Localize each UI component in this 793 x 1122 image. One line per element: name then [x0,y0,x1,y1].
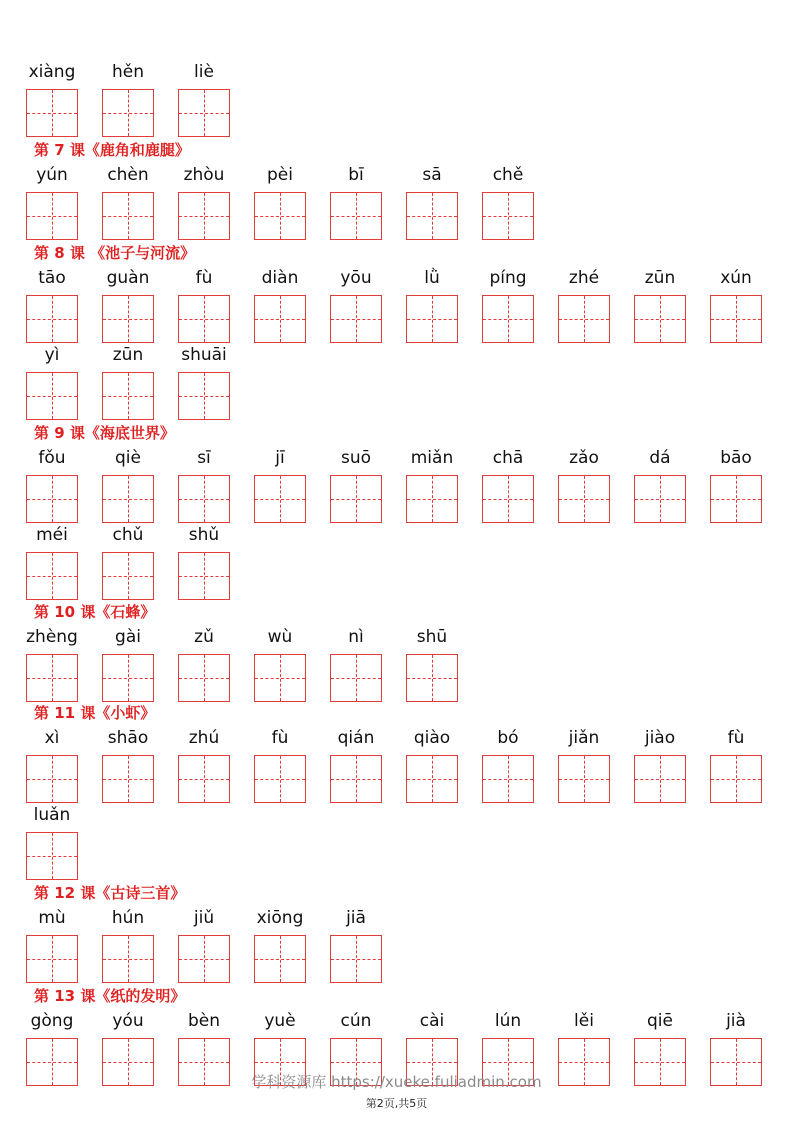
char-cell [102,448,154,524]
writing-grid-box[interactable] [254,935,306,983]
char-cell [330,448,382,524]
char-cell [178,908,230,984]
pinyin-label: qián [337,728,375,748]
char-cell [102,62,154,138]
writing-grid-box[interactable] [26,832,78,880]
pinyin-label: tāo [38,268,66,288]
pinyin-label: sī [197,448,211,468]
pinyin-row [0,448,793,524]
writing-grid-box[interactable] [254,295,306,343]
writing-grid-box[interactable] [102,755,154,803]
writing-grid-box[interactable] [26,475,78,523]
pinyin-label: bó [497,728,519,748]
pinyin-label: luǎn [33,805,71,825]
writing-grid-box[interactable] [406,475,458,523]
char-cell [558,268,610,344]
writing-grid-box[interactable] [178,372,230,420]
char-cell [254,627,306,703]
char-cell [178,627,230,703]
pinyin-label: xiōng [256,908,304,928]
pinyin-label: miǎn [410,448,454,468]
pinyin-label: xún [720,268,752,288]
pinyin-label: diàn [261,268,299,288]
char-cell [330,908,382,984]
char-cell [178,268,230,344]
char-cell [26,908,78,984]
char-cell [254,728,306,804]
pinyin-label: cún [340,1011,372,1031]
writing-grid-box[interactable] [330,654,382,702]
char-cell [710,268,762,344]
writing-grid-box[interactable] [634,475,686,523]
writing-grid-box[interactable] [26,372,78,420]
page-number: 第2页,共5页 [365,1097,428,1110]
pinyin-label: zhòu [183,165,225,185]
pinyin-label: zǎo [569,448,599,468]
pinyin-label: yì [44,345,60,365]
writing-grid-box[interactable] [254,192,306,240]
char-cell [102,728,154,804]
writing-grid-box[interactable] [102,295,154,343]
char-cell [26,525,78,601]
char-cell [558,448,610,524]
pinyin-label: shuāi [181,345,227,365]
pinyin-label: xì [44,728,60,748]
writing-grid-box[interactable] [26,295,78,343]
pinyin-label: dá [649,448,671,468]
writing-grid-box[interactable] [26,755,78,803]
writing-grid-box[interactable] [26,89,78,137]
char-cell [634,268,686,344]
pinyin-label: chǔ [112,525,144,545]
writing-grid-box[interactable] [26,935,78,983]
pinyin-label: jī [275,448,285,468]
pinyin-label: zūn [644,268,676,288]
writing-grid-box[interactable] [634,755,686,803]
char-cell [330,165,382,241]
pinyin-label: lěi [574,1011,594,1031]
writing-grid-box[interactable] [482,755,534,803]
writing-grid-box[interactable] [330,295,382,343]
pinyin-label: bāo [720,448,752,468]
pinyin-label: shāo [107,728,149,748]
pinyin-label: jiǎn [568,728,600,748]
writing-grid-box[interactable] [26,552,78,600]
writing-grid-box[interactable] [406,192,458,240]
writing-grid-box[interactable] [26,654,78,702]
lesson-title: 第 10 课《石蜂》 [34,603,156,621]
writing-grid-box[interactable] [710,475,762,523]
pinyin-label: shū [416,627,448,647]
char-cell [102,165,154,241]
pinyin-label: liè [194,62,214,82]
pinyin-label: gòng [30,1011,74,1031]
writing-grid-box[interactable] [178,552,230,600]
pinyin-label: zǔ [194,627,214,647]
writing-grid-box[interactable] [102,372,154,420]
pinyin-label: yóu [112,1011,144,1031]
pinyin-label: hún [111,908,145,928]
char-cell [26,345,78,421]
pinyin-label: bèn [187,1011,221,1031]
pinyin-row [0,805,793,881]
char-cell [254,268,306,344]
writing-grid-box[interactable] [26,192,78,240]
writing-grid-box[interactable] [178,654,230,702]
char-cell [178,525,230,601]
writing-grid-box[interactable] [254,654,306,702]
pinyin-row [0,345,793,421]
writing-grid-box[interactable] [710,755,762,803]
char-cell [102,908,154,984]
writing-grid-box[interactable] [178,89,230,137]
pinyin-label: chě [492,165,524,185]
char-cell [406,728,458,804]
pinyin-label: yōu [340,268,372,288]
pinyin-row [0,525,793,601]
pinyin-label: jiào [644,728,676,748]
char-cell [26,728,78,804]
pinyin-label: lún [494,1011,522,1031]
lesson-title: 第 11 课《小虾》 [34,704,156,722]
pinyin-label: qiè [115,448,141,468]
char-cell [482,448,534,524]
pinyin-label: jiǔ [193,908,215,928]
writing-grid-box[interactable] [178,192,230,240]
char-cell [710,728,762,804]
char-cell [634,728,686,804]
char-cell [254,165,306,241]
pinyin-label: shǔ [188,525,220,545]
pinyin-label: zhèng [26,627,78,647]
pinyin-label: mù [38,908,66,928]
pinyin-label: qiē [647,1011,673,1031]
pinyin-label: zhé [568,268,600,288]
writing-grid-box[interactable] [634,295,686,343]
char-cell [710,448,762,524]
writing-grid-box[interactable] [254,755,306,803]
writing-grid-box[interactable] [102,935,154,983]
pinyin-label: yuè [264,1011,296,1031]
char-cell [330,728,382,804]
pinyin-label: fù [727,728,745,748]
pinyin-label: guàn [106,268,150,288]
char-cell [254,448,306,524]
pinyin-label: zhú [188,728,220,748]
char-cell [26,805,78,881]
pinyin-row [0,165,793,241]
pinyin-label: fù [195,268,213,288]
pinyin-label: yún [36,165,68,185]
char-cell [406,165,458,241]
pinyin-row [0,62,793,138]
char-cell [178,345,230,421]
writing-grid-box[interactable] [558,295,610,343]
writing-grid-box[interactable] [558,755,610,803]
char-cell [482,165,534,241]
writing-grid-box[interactable] [406,755,458,803]
pinyin-label: jiā [346,908,366,928]
writing-grid-box[interactable] [102,654,154,702]
pinyin-label: pèi [267,165,293,185]
pinyin-label: wù [267,627,293,647]
lesson-title: 第 12 课《古诗三首》 [34,884,186,902]
pinyin-label: chèn [107,165,149,185]
char-cell [178,448,230,524]
char-cell [26,268,78,344]
pinyin-label: chā [492,448,524,468]
lesson-title: 第 7 课《鹿角和鹿腿》 [34,141,190,159]
char-cell [102,627,154,703]
char-cell [102,268,154,344]
pinyin-label: lǜ [424,268,440,288]
pinyin-row [0,728,793,804]
char-cell [178,62,230,138]
char-cell [330,627,382,703]
char-cell [482,268,534,344]
pinyin-row [0,268,793,344]
pinyin-label: gài [115,627,141,647]
char-cell [26,165,78,241]
pinyin-label: suō [340,448,372,468]
char-cell [482,728,534,804]
char-cell [330,268,382,344]
writing-grid-box[interactable] [482,295,534,343]
writing-grid-box[interactable] [330,475,382,523]
writing-grid-box[interactable] [102,475,154,523]
writing-grid-box[interactable] [178,475,230,523]
pinyin-label: sā [422,165,442,185]
char-cell [406,268,458,344]
writing-grid-box[interactable] [102,89,154,137]
char-cell [558,728,610,804]
lesson-title: 第 13 课《纸的发明》 [34,987,186,1005]
pinyin-label: zūn [112,345,144,365]
char-cell [102,345,154,421]
pinyin-label: hěn [111,62,144,82]
writing-grid-box[interactable] [710,295,762,343]
pinyin-label: fǒu [38,448,66,468]
lesson-title: 第 8 课 《池子与河流》 [34,244,196,262]
writing-grid-box[interactable] [254,475,306,523]
writing-grid-box[interactable] [102,552,154,600]
pinyin-row [0,908,793,984]
writing-grid-box[interactable] [482,475,534,523]
char-cell [178,165,230,241]
writing-grid-box[interactable] [558,475,610,523]
pinyin-label: cài [419,1011,445,1031]
writing-grid-box[interactable] [178,935,230,983]
char-cell [26,627,78,703]
lesson-title: 第 9 课《海底世界》 [34,424,175,442]
writing-grid-box[interactable] [330,755,382,803]
pinyin-label: xiàng [28,62,76,82]
writing-grid-box[interactable] [406,654,458,702]
pinyin-label: qiào [413,728,451,748]
char-cell [178,728,230,804]
writing-grid-box[interactable] [102,192,154,240]
pinyin-row [0,627,793,703]
writing-grid-box[interactable] [330,192,382,240]
writing-grid-box[interactable] [178,295,230,343]
pinyin-label: nì [348,627,364,647]
pinyin-label: jià [726,1011,746,1031]
char-cell [406,627,458,703]
writing-grid-box[interactable] [178,755,230,803]
char-cell [406,448,458,524]
char-cell [102,525,154,601]
char-cell [26,448,78,524]
watermark-text: 学科资源库 https://xueke.fuliadmin.com [251,1073,542,1091]
char-cell [254,908,306,984]
writing-grid-box[interactable] [330,935,382,983]
pinyin-label: fù [271,728,289,748]
pinyin-label: bī [348,165,364,185]
char-cell [26,62,78,138]
writing-grid-box[interactable] [406,295,458,343]
writing-grid-box[interactable] [482,192,534,240]
pinyin-label: píng [489,268,527,288]
pinyin-label: méi [36,525,68,545]
char-cell [634,448,686,524]
